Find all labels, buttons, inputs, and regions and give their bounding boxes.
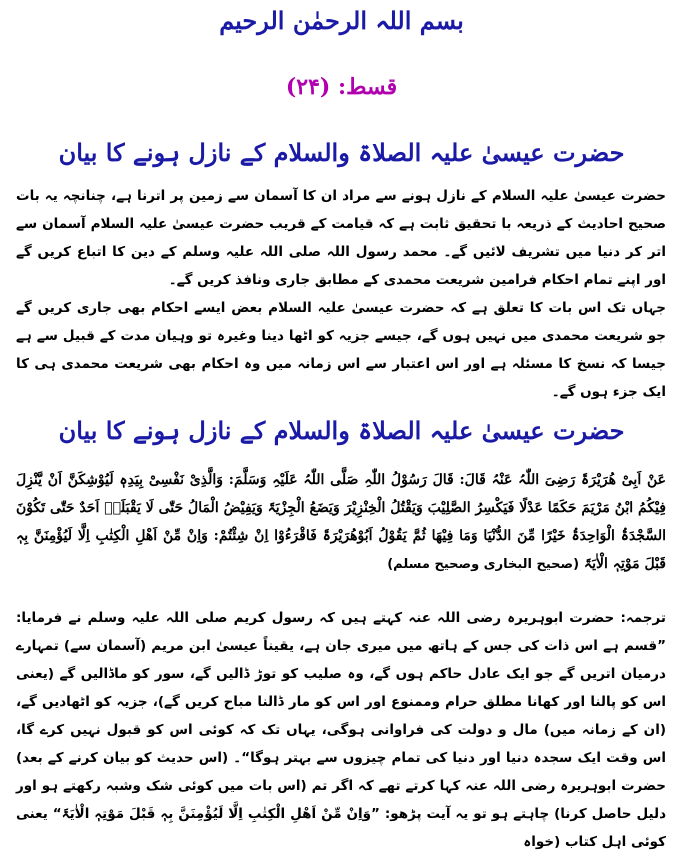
section-1-paragraph-1: حضرت عیسیٰ علیہ السلام کے نازل ہونے سے مراد ان کا آسمان سے زمین پر اترنا ہے، چنانچہ یہ بات صحیح احادیث کے ذریعہ با تحقیق ثابت ہے کہ قیامت کے قریب حضرت عیسیٰ علیہ السلام آسمان سے اتر کر دنیا میں تشریف لائیں گے۔ محمد رسول اللہ صلی اللہ علیہ وسلم کے دین کا اتباع کریں گے اور اپنے تمام احکام فرامین شریعت محمدی کے مطابق جاری ونافذ کریں گے۔ xyxy=(16,188,666,288)
bismillah-heading: بسم اللہ الرحمٰن الرحیم xyxy=(219,6,464,35)
hadith-translation: ترجمہ: حضرت ابوہریرہ رضی اللہ عنہ کہتے ہیں کہ رسول کریم صلی اللہ علیہ وسلم نے فرمایا: ”قسم ہے اس ذات کی جس کے ہاتھ میں میری جان ہے، یقیناً عیسیٰ ابن مریم (آسمان سے) تمہارے درمیان اتریں گے جو ایک عادل حاکم ہوں گے، وہ صلیب کو توڑ ڈالیں گے، سور کو ماڈالیں گے (یعنی اس کو پالنا اور کھانا مطلق حرام وممنوع اور اس کو مار ڈالنا مباح کریں گے)، جزیہ کو اٹھادیں گے، (ان کے زمانہ میں) مال و دولت کی فراوانی ہوگی، یہاں تک کہ کوئی اس کو قبول نہیں کرے گا، اس وقت ایک سجدہ دنیا اور دنیا کی تمام چیزوں سے بہتر ہوگا“۔ (اس حدیث کو بیان کرنے کے بعد) حضرت ابوہریرہ رضی اللہ عنہ کہا کرتے تھے کہ اگر تم (اس بات میں کوئی شک وشبہ رکھتے ہو اور دلیل حاصل کرنا) چاہتے ہو تو یہ آیت پڑھو: ”وَاِنْ مِّنْ اَھْلِ الْکِتٰبِ اِلَّا لَیُؤْمِنَنَّ بِہٖ قَبْلَ مَوْتِہٖ الْاٰیَۃَ“ یعنی کوئی اہل کتاب (خواہ xyxy=(16,610,666,850)
episode-label: قسط: (۲۴) xyxy=(285,74,398,100)
hadith-reference: (صحیح البخاری وصحیح مسلم) xyxy=(387,557,580,572)
section-1-paragraph-2: جہاں تک اس بات کا تعلق ہے کہ حضرت عیسیٰ علیہ السلام بعض ایسے احکام بھی جاری کریں گے جو شریعت محمدی میں نہیں ہوں گے، جیسے جزیہ کو اٹھا دینا وغیرہ تو وہیان مدت کے قبیل سے ہے جیسا کہ نسخ کا مسئلہ ہے اور اس اعتبار سے اس زمانہ میں وہ احکام بھی شریعت محمدی ہی کا ایک جزء ہوں گے۔ xyxy=(16,300,666,400)
hadith-arabic-text xyxy=(16,466,666,579)
section-2-heading: حضرت عیسیٰ علیہ الصلاۃ والسلام کے نازل ہونے کا بیان xyxy=(58,416,625,445)
section-1-heading: حضرت عیسیٰ علیہ الصلاۃ والسلام کے نازل ہونے کا بیان xyxy=(58,138,625,167)
hadith-text: عَنْ اَبِیْ ھُرَیْرَۃَ رَضِیَ اللّٰہُ عَنْہُ قَالَ: قَالَ رَسُوْلُ اللّٰہِ صَلَّی اللّٰہُ عَلَیْہِ وَسَلَّمَ: وَالَّذِیْ نَفْسِیْ بِیَدِہٖ لَیُوْشِکَنَّ اَنْ یَّنْزِلَ فِیْکُمُ ابْنُ مَرْیَمَ حَکَمًا عَدْلًا فَیَکْسِرُ الصَّلِیْبَ وَیَقْتُلُ الْخِنْزِیْرَ وَیَضَعُ الْجِزْیَۃَ وَیَفِیْضُ الْمَالُ حَتّٰی لَا یَقْبَلَہٗ اَحَدٌ حَتّٰی تَکُوْنَ السَّجْدَۃُ الْوَاحِدَۃُ خَیْرًا مِّنَ الدُّنْیَا وَمَا فِیْھَا ثُمَّ یَقُوْلُ اَبُوْھُرَیْرَۃَ فَاقْرَءُوْا اِنْ شِئْتُمْ: وَاِنْ مِّنْ اَھْلِ الْکِتٰبِ اِلَّا لَیُؤْمِنَنَّ بِہٖ قَبْلَ مَوْتِہٖ الْاٰیَۃَ xyxy=(16,472,666,572)
